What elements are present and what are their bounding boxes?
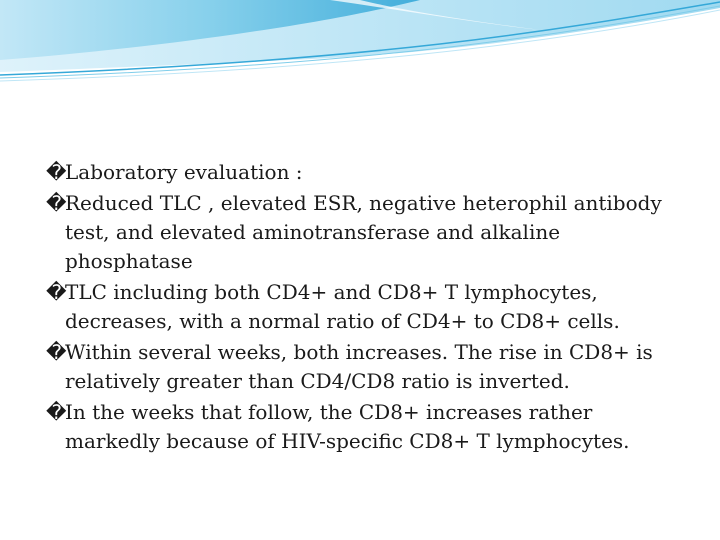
- bullet-text: In the weeks that follow, the CD8+ increases rather markedly because of HIV-specific CD8+ T lymphocytes.: [65, 400, 630, 453]
- bullet-item: [46, 278, 686, 336]
- bullet-icon: �: [46, 160, 67, 184]
- bullet-text: Reduced TLC , elevated ESR, negative heterophil antibody test, and elevated aminotransferase and alkaline phosphatase: [65, 191, 662, 273]
- bullet-text: TLC including both CD4+ and CD8+ T lymphocytes, decreases, with a normal ratio of CD4+ to CD8+ cells.: [65, 280, 620, 333]
- header-wave-decoration: [0, 0, 720, 90]
- bullet-item: [46, 398, 686, 456]
- bullet-item: [46, 189, 686, 276]
- slide-body: [46, 158, 686, 458]
- bullet-icon: �: [46, 340, 67, 364]
- bullet-icon: �: [46, 191, 67, 215]
- bullet-item: [46, 158, 686, 187]
- bullet-item: [46, 338, 686, 396]
- bullet-icon: �: [46, 280, 67, 304]
- bullet-icon: �: [46, 400, 67, 424]
- bullet-text: Laboratory evaluation :: [65, 160, 303, 184]
- bullet-text: Within several weeks, both increases. The rise in CD8+ is relatively greater than CD4/CD8 ratio is inverted.: [65, 340, 653, 393]
